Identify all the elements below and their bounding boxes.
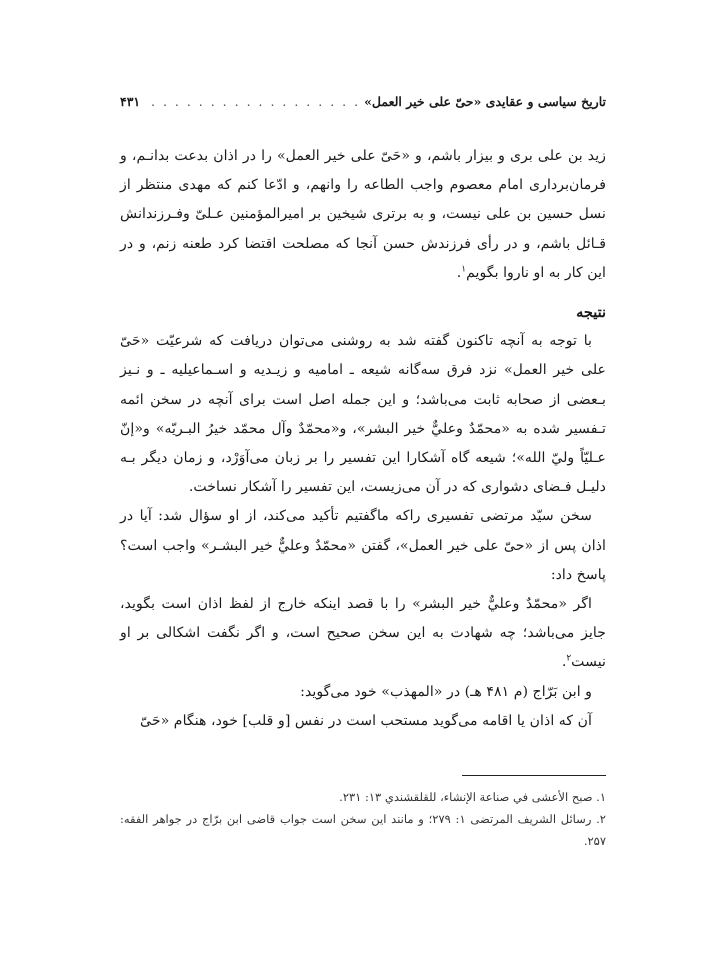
paragraph-end: . — [561, 654, 567, 671]
footnote-ref-1: ۱ — [461, 264, 467, 275]
footnote-1: ۱. صبح الأعشى في صناعة الإنشاء، للقلقشندي ۱۳: ۲۳۱. — [339, 790, 606, 804]
footnote-2: ۲. رسائل الشریف المرتضی ۱: ۲۷۹؛ و مانند این سخن است جواب قاضی ابن برّاج در جواهر الفقه: ۲۵۷. — [120, 812, 606, 848]
footnotes — [120, 786, 606, 852]
footnote-divider — [462, 775, 606, 776]
running-header — [120, 94, 606, 109]
paragraph: سخن سیّد مرتضی تفسیری راکه ماگفتیم تأکید می‌کند، از او سؤال شد: آیا در اذان پس از «حیّ علی خیر العمل»، گفتن «محمّدٌ وعليٌّ خير البشـر» واجب است؟ پاسخ داد: — [120, 508, 606, 583]
footnote-ref-2: ۲ — [566, 653, 572, 664]
header-leader-dots — [144, 94, 360, 109]
paragraph: با توجه به آنچه تاکنون گفته شد به روشنی می‌توان دریافت که شرعیّت «حَیّ علی خیر العمل» نزد فرق سه‌گانه شیعه ـ امامیه و زیـدیه و اسـماعیلیه ـ و نـیز بـعضی از صحابه ثابت می‌باشد؛ و این جمله اصل است برای آنچه در سخن ائمه تـفسیر شده به «محمّدٌ وعليٌّ خير البشر»، و«محمّدٌ وآل محمّد خيرُ البـريّه» و«إنّ عـليّاً وليّ الله»؛ شیعه گاه آشکارا این تفسیر را بر زبان می‌آوَرْد، و زمان دیگر بـه دلیـل فـضای دشواری که در آن می‌زیست، این تفسیر را آشکار نساخت. — [120, 333, 606, 496]
body-text — [120, 142, 606, 736]
paragraph: و ابن بَرّاج (م ۴۸۱ هـ) در «المهذب» خود می‌گوید: — [300, 683, 592, 700]
section-heading: نتیجه — [576, 304, 606, 322]
paragraph — [120, 142, 606, 288]
page-number: ۴۳۱ — [120, 94, 141, 109]
paragraph-text: زید بن علی بری و بیزار باشم، و «حَیّ علی خیر العمل» را در اذان بدعت بدانـم، و فرمان‌برداری امام معصوم واجب الطاعه را وانهم، و ادّعا کنم که مهدی منتظر از نسل حسین بن علی نیست، و به برتری شیخین بر امیرالمؤمنین عـلیّ وفـرزندانش قـائل باشم، و در رأی فرزندش حسن آنجا که مصلحت اقتضا کرد طعنه زنم، و در این کار به او ناروا بگویم — [120, 148, 606, 281]
quote-text: اگر «محمّدٌ وعليٌّ خير البشر» را با قصد اینکه خارج از لفظ اذان است بگوید، جایز می‌باشد؛ چه شهادت به این سخن صحیح است، و اگر نگفت اشکالی بر او نیست — [120, 596, 606, 671]
paragraph: آن که اذان یا اقامه می‌گوید مستحب است در نفس [و قلب] خود، هنگام «حَیّ — [140, 712, 592, 729]
paragraph-end: . — [456, 264, 462, 281]
header-title: تاریخ سیاسی و عقایدی «حیّ علی خیر العمل» — [364, 94, 606, 109]
paragraph — [120, 590, 606, 678]
